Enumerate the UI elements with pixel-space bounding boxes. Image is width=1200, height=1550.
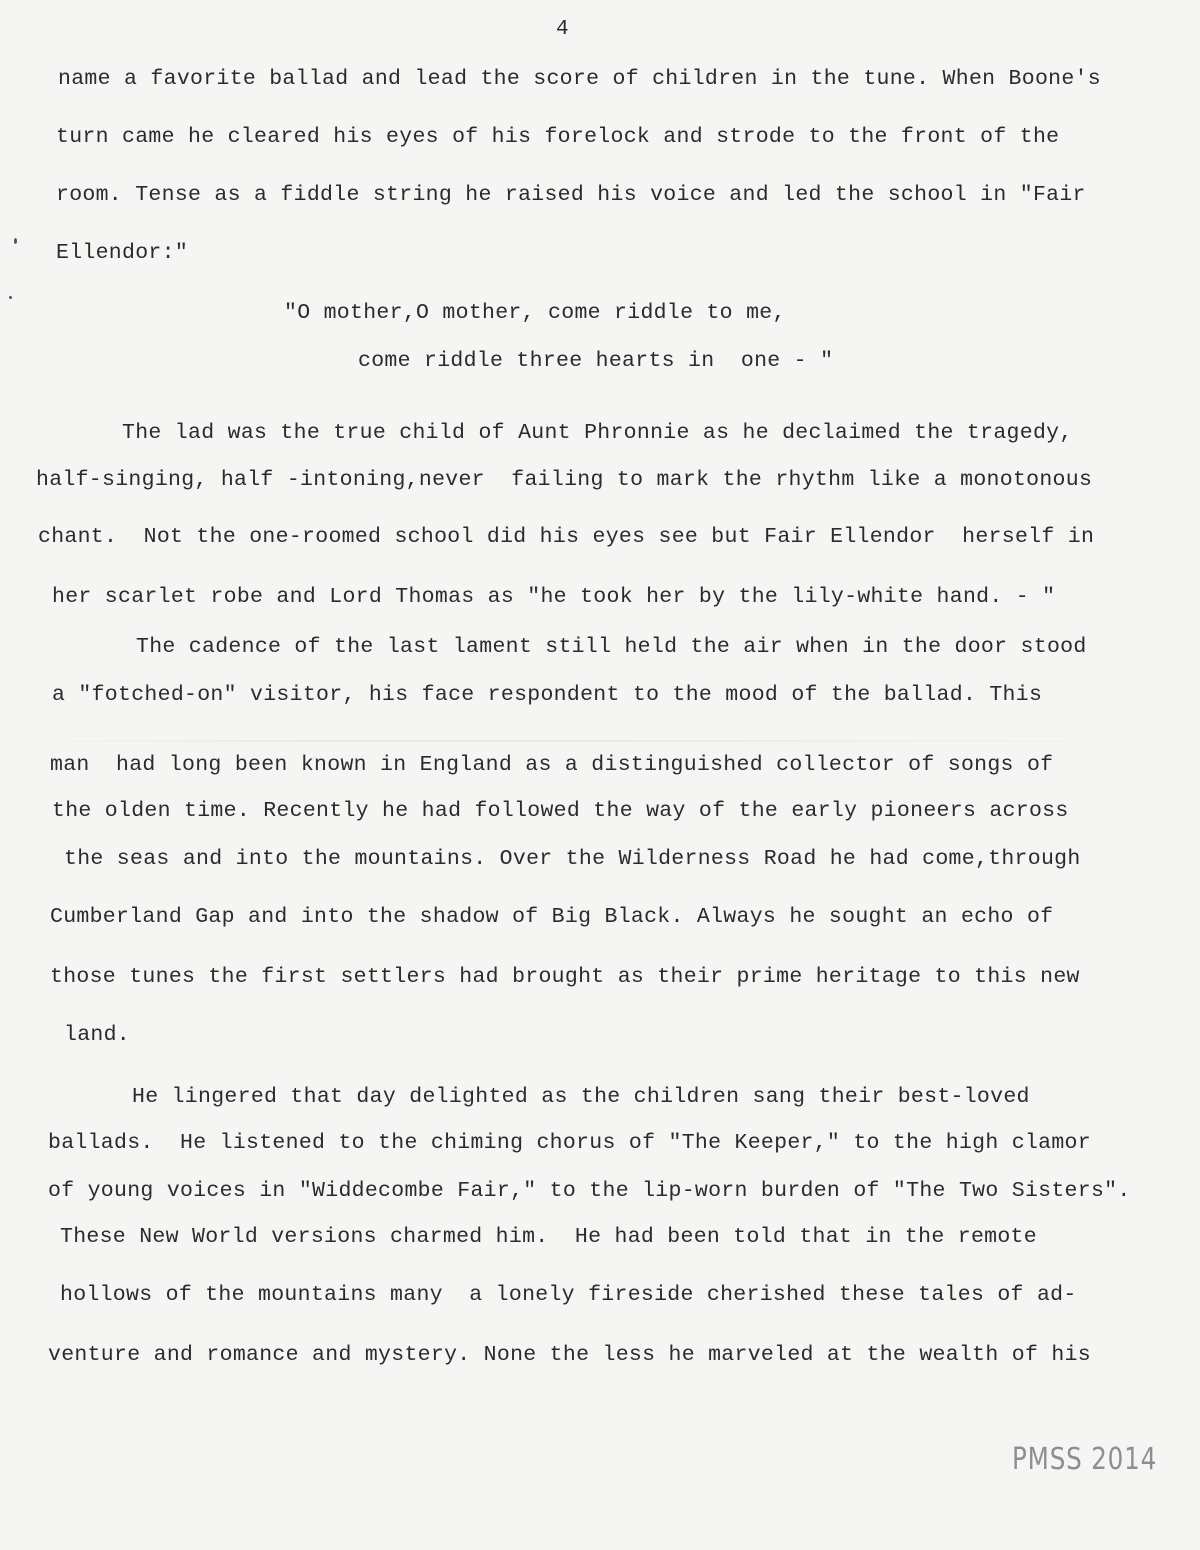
paper-speck bbox=[14, 238, 17, 244]
text-line: These New World versions charmed him. He had been told that in the remote bbox=[60, 1225, 1037, 1249]
text-line: half-singing, half -intoning,never failing to mark the rhythm like a monotonous bbox=[36, 468, 1093, 492]
text-line: her scarlet robe and Lord Thomas as "he took her by the lily-white hand. - " bbox=[52, 585, 1056, 609]
text-line: the olden time. Recently he had followed the way of the early pioneers across bbox=[52, 799, 1069, 823]
text-line: Cumberland Gap and into the shadow of Big Black. Always he sought an echo of bbox=[50, 905, 1054, 929]
text-line: chant. Not the one-roomed school did his eyes see but Fair Ellendor herself in bbox=[38, 525, 1095, 549]
text-line: He lingered that day delighted as the children sang their best-loved bbox=[132, 1085, 1030, 1109]
text-line: the seas and into the mountains. Over the Wilderness Road he had come,through bbox=[64, 847, 1081, 871]
text-line: Ellendor:" bbox=[56, 241, 189, 265]
archive-watermark: PMSS 2014 bbox=[1012, 1442, 1158, 1477]
verse-line: "O mother,O mother, come riddle to me, bbox=[284, 301, 786, 325]
text-line: name a favorite ballad and lead the score of children in the tune. When Boone's bbox=[58, 67, 1101, 91]
verse-line: come riddle three hearts in one - " bbox=[358, 349, 834, 373]
text-line: those tunes the first settlers had brought as their prime heritage to this new bbox=[50, 965, 1080, 989]
text-line: ballads. He listened to the chiming chorus of "The Keeper," to the high clamor bbox=[48, 1131, 1091, 1155]
text-line: room. Tense as a fiddle string he raised his voice and led the school in "Fair bbox=[56, 183, 1086, 207]
text-line: venture and romance and mystery. None the less he marveled at the wealth of his bbox=[48, 1343, 1091, 1367]
text-line: The lad was the true child of Aunt Phronnie as he declaimed the tragedy, bbox=[122, 421, 1073, 445]
paper-speck bbox=[9, 296, 12, 299]
text-line: turn came he cleared his eyes of his forelock and strode to the front of the bbox=[56, 125, 1060, 149]
text-line: The cadence of the last lament still held the air when in the door stood bbox=[136, 635, 1087, 659]
text-line: land. bbox=[64, 1023, 131, 1047]
paper-fold-line bbox=[0, 740, 1200, 742]
text-line: of young voices in "Widdecombe Fair," to the lip-worn burden of "The Two Sisters". bbox=[48, 1179, 1131, 1203]
text-line: hollows of the mountains many a lonely fireside cherished these tales of ad- bbox=[60, 1283, 1077, 1307]
text-line: a "fotched-on" visitor, his face respondent to the mood of the ballad. This bbox=[52, 683, 1043, 707]
page-number: 4 bbox=[556, 18, 569, 41]
text-line: man had long been known in England as a distinguished collector of songs of bbox=[50, 753, 1054, 777]
